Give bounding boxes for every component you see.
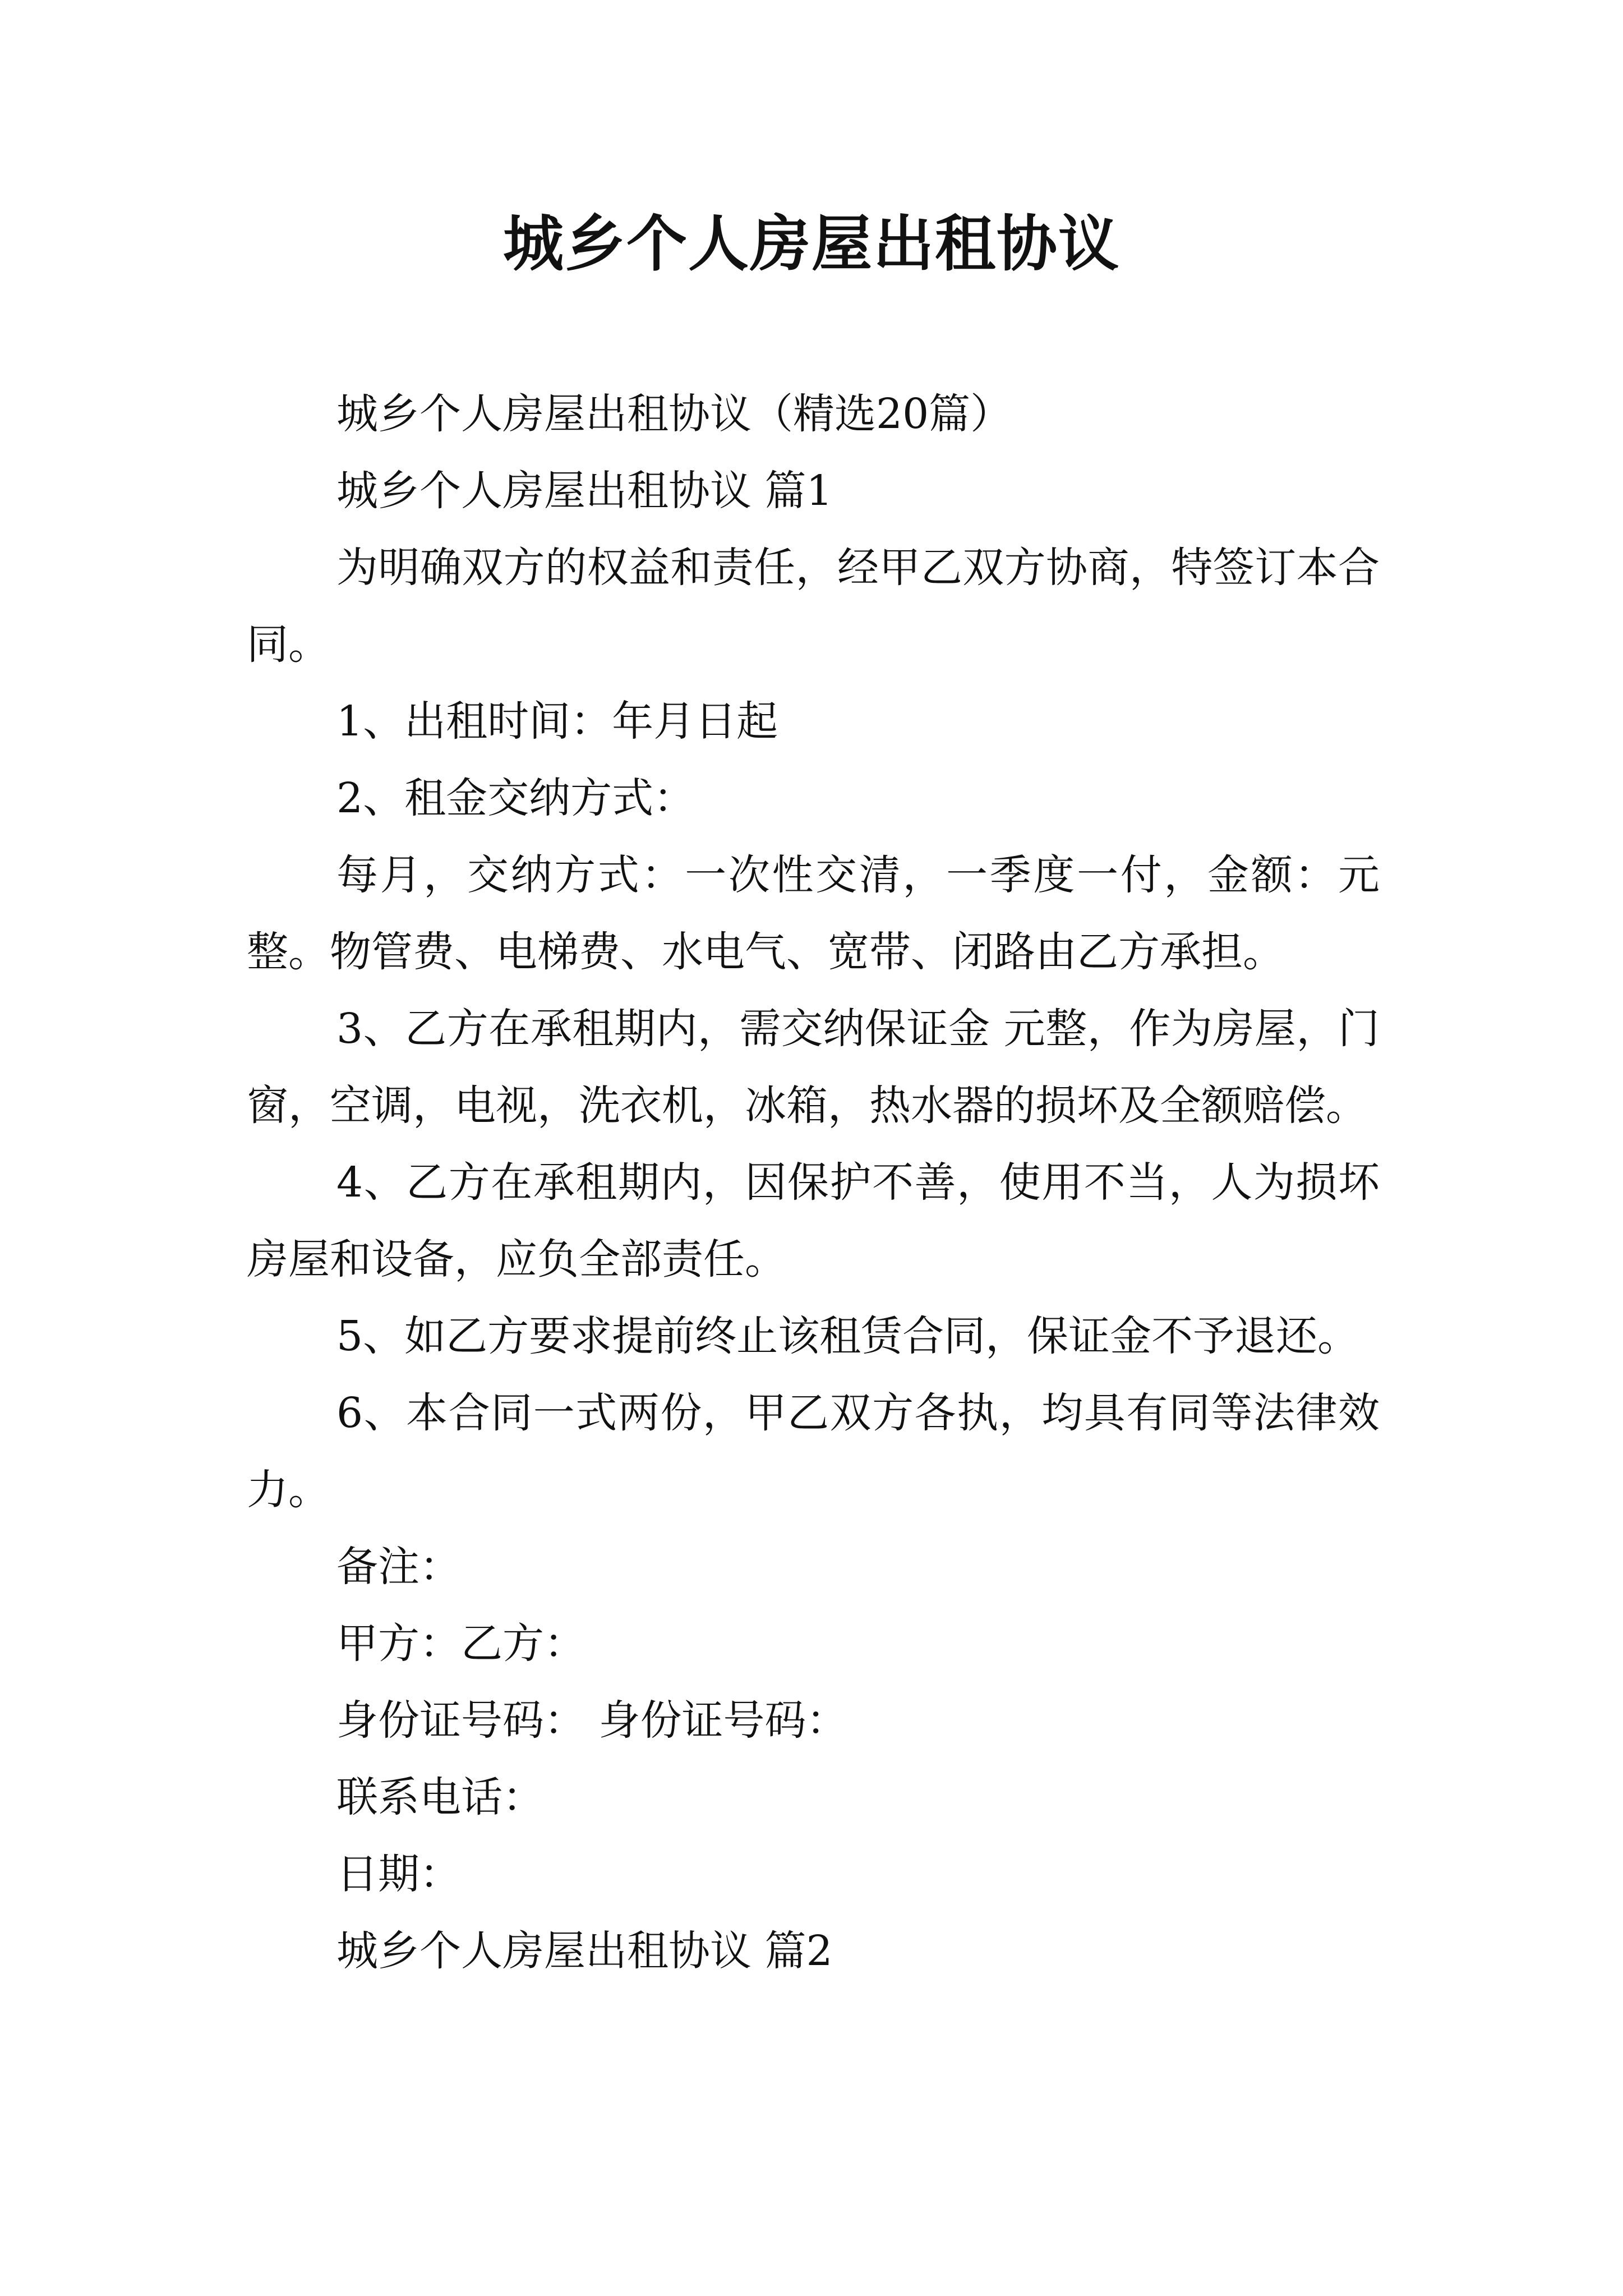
parties-line: 甲方：乙方： xyxy=(336,1619,585,1668)
subtitle-paragraph: 城乡个人房屋出租协议（精选20篇） xyxy=(336,390,1012,438)
phone-line: 联系电话： xyxy=(336,1773,544,1821)
clause-6: 6、本合同一式两份，甲乙双方各执，均具有同等法律效力。 xyxy=(247,1389,1380,1514)
section-heading-2: 城乡个人房屋出租协议 篇2 xyxy=(336,1927,833,1975)
clause-1: 1、出租时间：年月日起 xyxy=(336,697,778,746)
remarks-line: 备注： xyxy=(336,1543,461,1591)
document-body xyxy=(247,376,1380,1990)
clause-3: 3、乙方在承租期内，需交纳保证金 元整，作为房屋，门窗，空调，电视，洗衣机，冰箱，热水器的损坏及全额赔偿。 xyxy=(247,1005,1380,1130)
section-heading-1: 城乡个人房屋出租协议 篇1 xyxy=(336,467,833,515)
payment-paragraph: 每月，交纳方式：一次性交清，一季度一付，金额：元整。物管费、电梯费、水电气、宽带、闭路由乙方承担。 xyxy=(247,851,1380,976)
clause-4: 4、乙方在承租期内，因保护不善，使用不当，人为损坏房屋和设备，应负全部责任。 xyxy=(247,1158,1380,1283)
id-number-line: 身份证号码： 身份证号码： xyxy=(336,1696,848,1745)
document-title: 城乡个人房屋出租协议 xyxy=(502,209,1120,279)
clause-2: 2、租金交纳方式： xyxy=(336,774,695,822)
intro-paragraph: 为明确双方的权益和责任，经甲乙双方协商，特签订本合同。 xyxy=(247,544,1380,669)
date-line: 日期： xyxy=(336,1850,461,1898)
clause-5: 5、如乙方要求提前终止该租赁合同，保证金不予退还。 xyxy=(336,1312,1359,1360)
